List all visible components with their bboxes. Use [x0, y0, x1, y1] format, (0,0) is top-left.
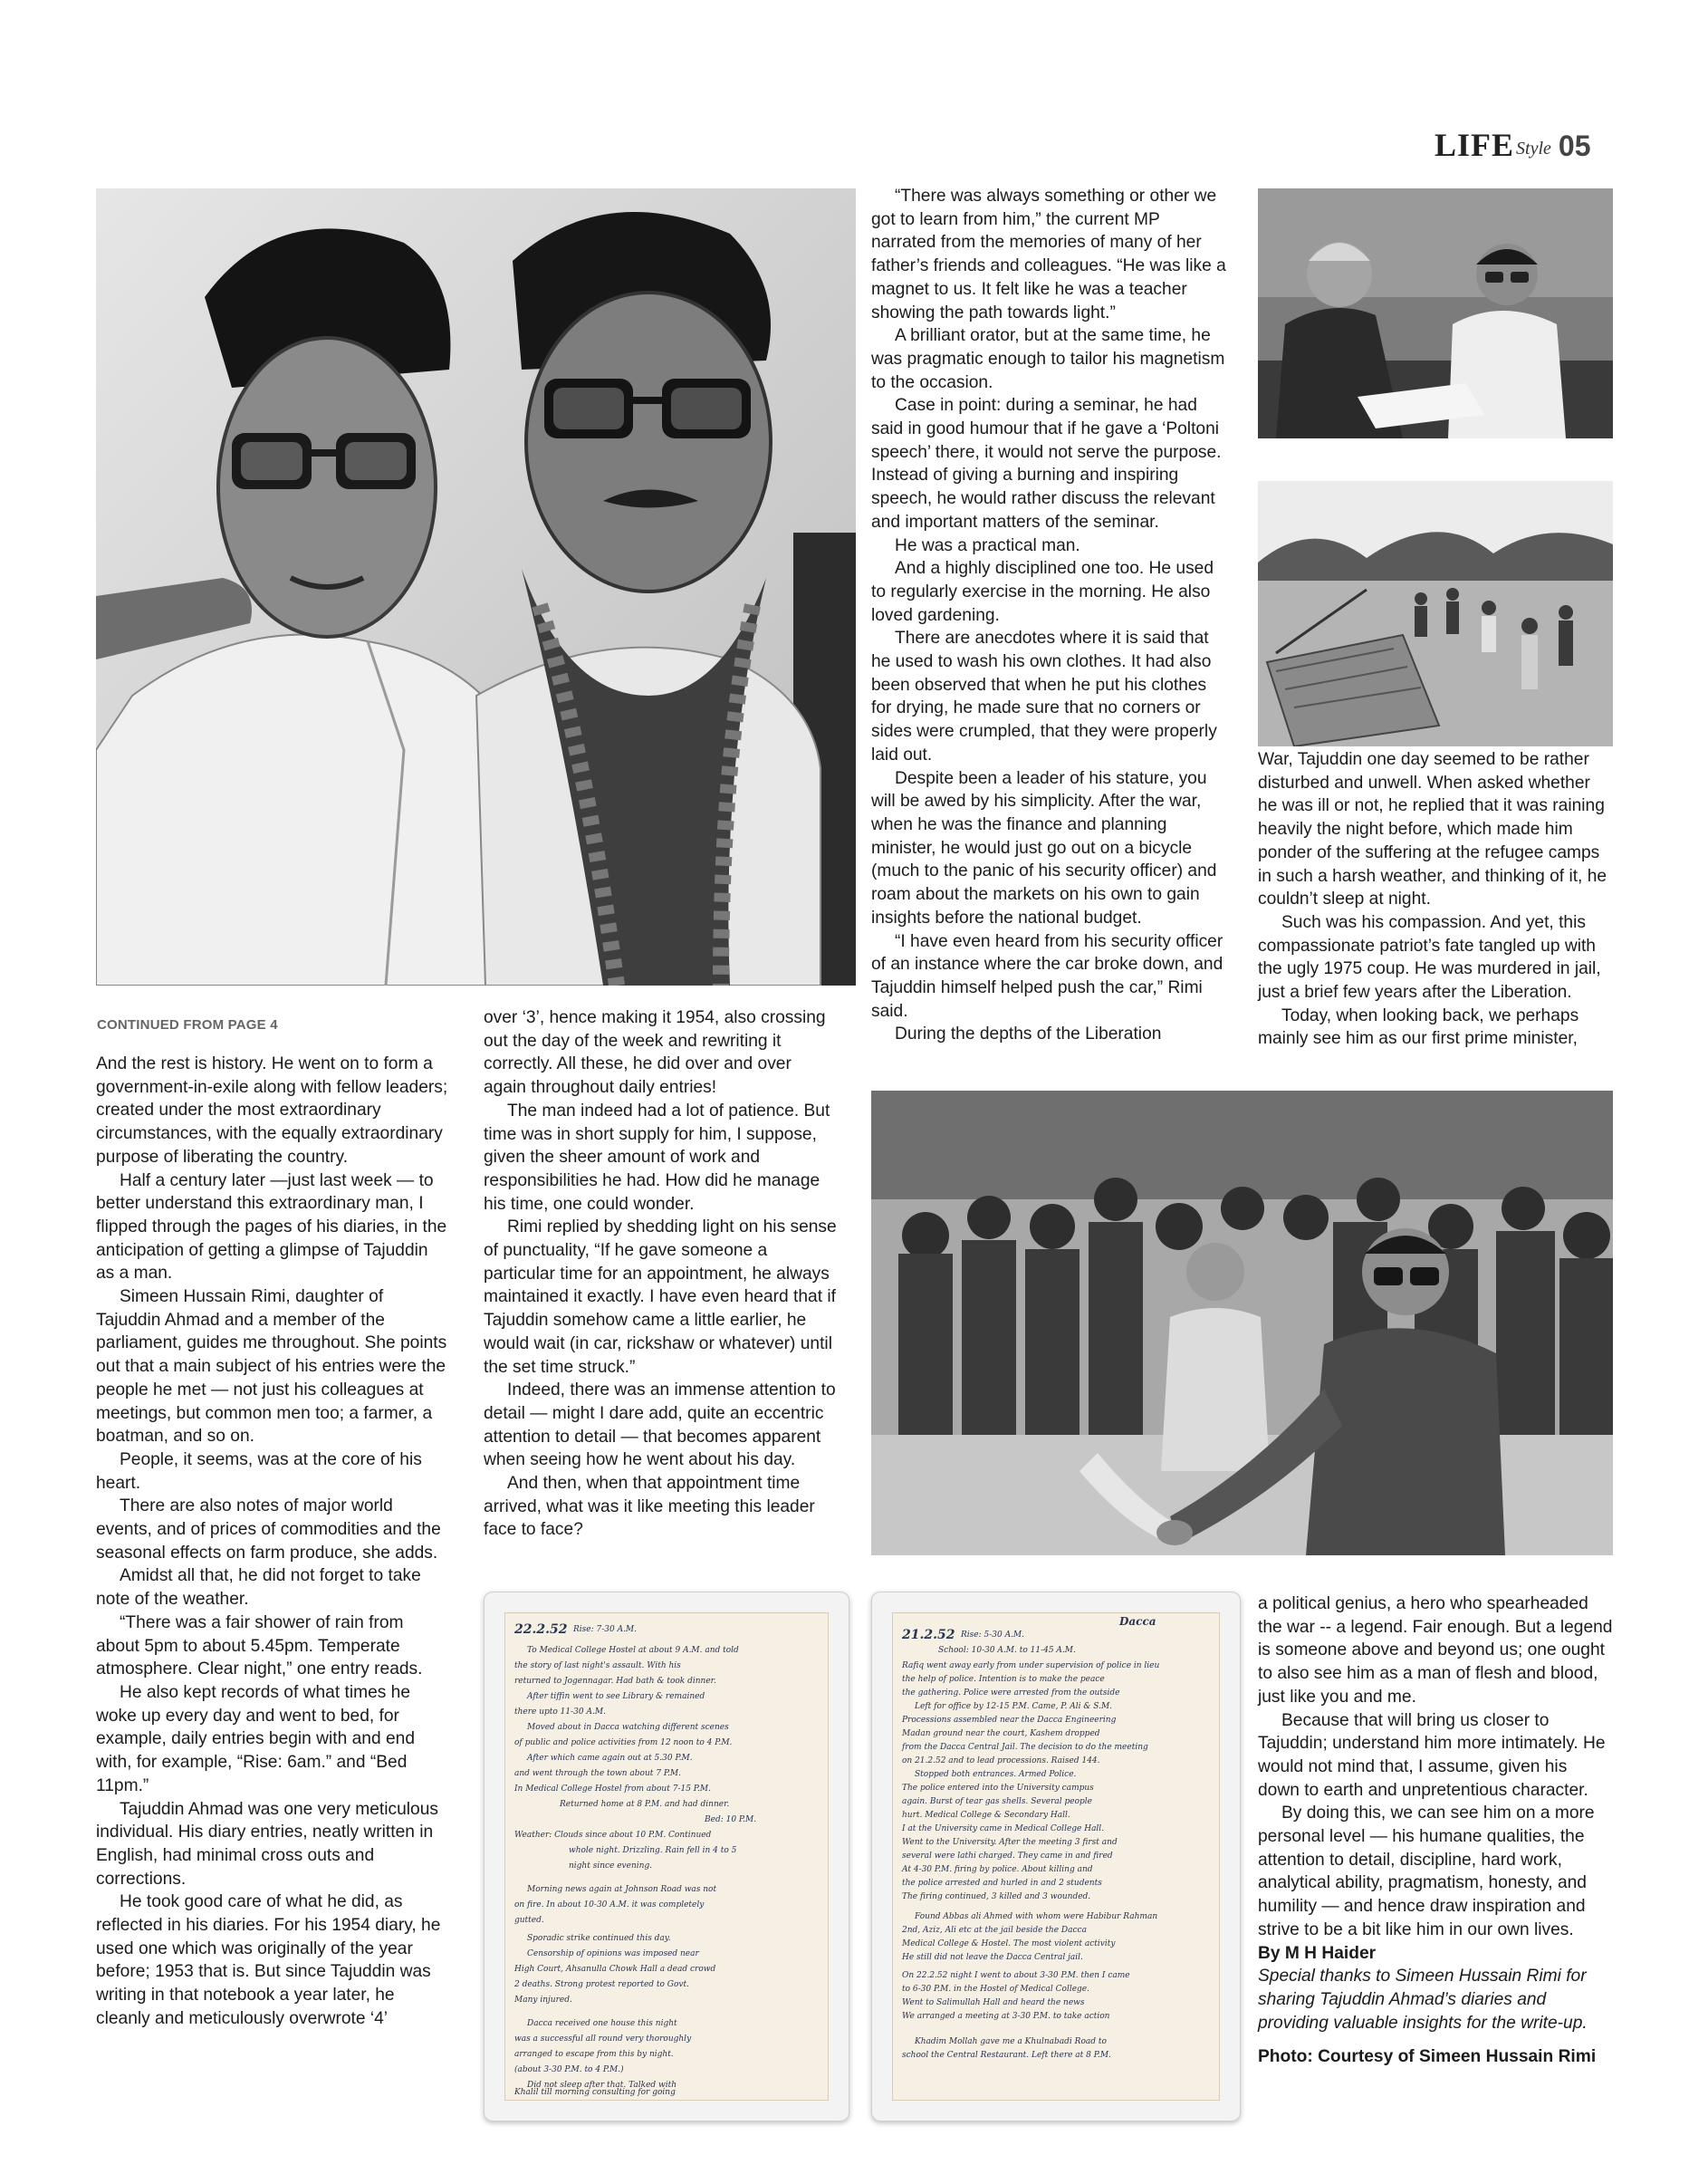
article-column-4	[1258, 748, 1613, 1051]
paragraph: War, Tajuddin one day seemed to be rather disturbed and unwell. When asked whether he was ill or not, he replied that it was raining heavily the night before, which made him ponder of the suffering at the refugee camps in such a harsh weather, and thinking of it, he couldn’t sleep at night.	[1258, 750, 1607, 909]
diary-left-line: Morning news again at Johnson Road was not	[527, 1885, 717, 1894]
diary-right-date: 21.2.52	[902, 1628, 955, 1642]
diary-right-line: Stopped both entrances. Armed Police.	[915, 1770, 1077, 1779]
paragraph: The man indeed had a lot of patience. But time was in short supply for him, I suppose, given the sheer amount of work and responsibilities he had. How did he manage his time, one could wonder.	[484, 1101, 830, 1214]
page-number: 05	[1558, 130, 1591, 162]
diary-left-line: was a successful all round very thoroughly	[514, 2035, 692, 2044]
paragraph: Today, when looking back, we perhaps mainly see him as our first prime minister,	[1258, 1005, 1579, 1049]
masthead-brand-sub: Style	[1516, 139, 1551, 159]
diary-left-line: the story of last night's assault. With his	[514, 1661, 681, 1670]
diary-right-sheet	[892, 1612, 1220, 2101]
paragraph: People, it seems, was at the core of his heart.	[96, 1449, 422, 1493]
diary-right-line: School: 10-30 A.M. to 11-45 A.M.	[938, 1646, 1076, 1655]
masthead	[1435, 121, 1591, 161]
diary-right-line: At 4-30 P.M. firing by police. About killing and	[902, 1865, 1093, 1874]
crowd-photo-illustration	[871, 1091, 1613, 1555]
diary-right-line: the gathering. Police were arrested from the outside	[902, 1688, 1120, 1698]
paragraph: And a highly disciplined one too. He used to regularly exercise in the morning. He also loved gardening.	[871, 559, 1214, 625]
diary-left-line: Sporadic strike continued this day.	[527, 1934, 671, 1943]
paragraph: “There was always something or other we got to learn from him,” the current MP narrated from the memories of many of her father’s friends and colleagues. “He was like a magnet to us. It felt like he was a teacher showing the path towards light.”	[871, 187, 1226, 322]
diary-left-line: Dacca received one house this night	[527, 2019, 677, 2028]
continued-kicker: CONTINUED FROM PAGE 4	[97, 1017, 278, 1033]
diary-right-line: on 21.2.52 and to lead processions. Raised 144.	[902, 1756, 1100, 1765]
diary-page-right	[871, 1592, 1241, 2121]
paragraph: Indeed, there was an immense attention to detail — might I dare add, quite an eccentric attention to detail — that becomes apparent when seeing how he went about his day.	[484, 1380, 836, 1470]
diary-right-line: several were lathi charged. They came in and fired	[902, 1852, 1113, 1861]
diary-left-line: gutted.	[514, 1916, 544, 1925]
diary-right-line: I at the University came in Medical College Hall.	[902, 1824, 1105, 1833]
paragraph: over ‘3’, hence making it 1954, also crossing out the day of the week and rewriting it correctly. All these, he did over and over again throughout daily entries!	[484, 1008, 826, 1098]
diary-right-line: school the Central Restaurant. Left there at 8 P.M.	[902, 2051, 1111, 2060]
paragraph: “I have even heard from his security officer of an instance where the car broke down, and Tajuddin himself helped push the car,” Rimi said.	[871, 931, 1223, 1021]
meeting-photo-illustration	[1258, 188, 1613, 438]
diary-left-line: arranged to escape from this by night.	[514, 2050, 674, 2059]
paragraph: There are also notes of major world events, and of prices of commodities and the seasonal effects on farm produce, she adds.	[96, 1496, 441, 1563]
boats-photo-illustration	[1258, 481, 1613, 746]
diary-right-line: He still did not leave the Dacca Central jail.	[902, 1953, 1083, 1962]
paragraph: A brilliant orator, but at the same time, he was pragmatic enough to tailor his magnetism to the occasion.	[871, 326, 1225, 392]
diary-left-line: of public and police activities from 12 noon to 4 P.M.	[514, 1738, 733, 1747]
diary-right-line: the help of police. Intention is to make the peace	[902, 1675, 1105, 1684]
paragraph: Because that will bring us closer to Tajuddin; understand him more intimately. He would not mind that, I assume, given his down to earth and unpretentious character.	[1258, 1710, 1606, 1800]
diary-left-sheet	[504, 1612, 829, 2101]
diary-page-left	[484, 1592, 849, 2121]
acknowledgement	[1258, 1965, 1613, 2035]
diary-left-line: whole night. Drizzling. Rain fell in 4 to 5	[569, 1846, 737, 1855]
article-column-1	[96, 1053, 451, 2031]
masthead-brand: LIFE	[1435, 127, 1515, 163]
diary-right-line: The police entered into the University campus	[902, 1784, 1094, 1793]
byline: By M H Haider	[1258, 1943, 1377, 1963]
diary-left-line: there upto 11-30 A.M.	[514, 1707, 606, 1717]
diary-right-line: Found Abbas ali Ahmed with whom were Habibur Rahman	[915, 1912, 1158, 1921]
paragraph: And the rest is history. He went on to form a government-in-exile along with fellow leaders; created under the most extraordinary circumstances, with the equally extraordinary purpose of liberating the country.	[96, 1054, 448, 1167]
photo-crowd-handshake	[871, 1091, 1613, 1555]
diary-right-line: Khadim Mollah gave me a Khulnabadi Road to	[915, 2037, 1107, 2046]
diary-left-line: Did not sleep after that. Talked with	[527, 2081, 677, 2090]
paragraph: He also kept records of what times he woke up every day and went to bed, for example, daily entries begin with and end with, for example, “Rise: 6am.” and “Bed 11pm.”	[96, 1682, 415, 1795]
diary-left-date: 22.2.52	[514, 1622, 568, 1637]
paragraph: Case in point: during a seminar, he had said in good humour that if he gave a ‘Poltoni speech’ there, it would not serve the purpose. Instead of giving a burning and inspiring speech, he would rather discuss the relevant and important matters of the seminar.	[871, 396, 1222, 532]
diary-right-line: Processions assembled near the Dacca Engineering	[902, 1716, 1117, 1725]
main-photo-two-leaders	[96, 188, 856, 986]
article-column-5	[1258, 1592, 1613, 2069]
diary-right-line: Rise: 5-30 A.M.	[961, 1630, 1025, 1640]
diary-left-line: Rise: 7-30 A.M.	[573, 1625, 638, 1634]
diary-left-line: High Court, Ahsanulla Chowk Hall a dead crowd	[514, 1965, 716, 1974]
diary-left-line: Returned home at 8 P.M. and had dinner.	[560, 1800, 730, 1809]
photo-credit: Photo: Courtesy of Simeen Hussain Rimi	[1258, 2047, 1597, 2067]
diary-right-line: Went to the University. After the meeting 3 first and	[902, 1838, 1118, 1847]
paragraph: By doing this, we can see him on a more personal level — his humane qualities, the attention to detail, discipline, hard work, analytical ability, pragmatism, honesty, and humility — and hence draw inspiration and strive to be a bit like him in our own lives.	[1258, 1804, 1595, 1939]
diary-left-line: Many injured.	[514, 1996, 572, 2005]
diary-right-line: Rafiq went away early from under supervision of police in lieu	[902, 1661, 1160, 1670]
diary-left-line: night since evening.	[569, 1861, 653, 1871]
article-column-2	[484, 1006, 839, 1542]
diary-right-line: from the Dacca Central Jail. The decision to do the meeting	[902, 1743, 1148, 1752]
paragraph: Despite been a leader of his stature, you will be awed by his simplicity. After the war, when he was the finance and planning minister, he would just go out on a bicycle (much to the panic of his security officer) and roam about the markets on his own to gain insights before the national budget.	[871, 768, 1217, 928]
diary-left-line: To Medical College Hostel at about 9 A.M. and told	[527, 1646, 739, 1655]
diary-left-line: In Medical College Hostel from about 7-15 P.M.	[514, 1784, 711, 1794]
paragraph: Amidst all that, he did not forget to take note of the weather.	[96, 1566, 421, 1610]
diary-right-line: On 22.2.52 night I went to about 3-30 P.M. then I came	[902, 1971, 1130, 1980]
paragraph: “There was a fair shower of rain from about 5pm to about 5.45pm. Temperate atmosphere. Clear night,” one entry reads.	[96, 1612, 423, 1679]
main-photo-illustration	[96, 188, 856, 986]
paragraph: Half a century later —just last week — to better understand this extraordinary man, I flipped through the pages of his diaries, in the anticipation of getting a glimpse of Tajuddin as a man.	[96, 1170, 447, 1284]
diary-left-line: returned to Jogennagar. Had bath & took dinner.	[514, 1677, 716, 1686]
photo-meeting-seated	[1258, 188, 1613, 438]
diary-left-line: After which came again out at 5.30 P.M.	[527, 1754, 693, 1763]
diary-right-line: Medical College & Hostel. The most violent activity	[902, 1939, 1116, 1948]
diary-left-line: 2 deaths. Strong protest reported to Govt.	[514, 1980, 689, 1989]
diary-right-line: Went to Salimullah Hall and heard the news	[902, 1998, 1085, 2007]
diary-right-line: The firing continued, 3 killed and 3 wounded.	[902, 1892, 1091, 1901]
paragraph: Tajuddin Ahmad was one very meticulous individual. His diary entries, neatly written in English, had minimal cross outs and corrections.	[96, 1799, 438, 1889]
paragraph: a political genius, a hero who spearheaded the war -- a legend. Fair enough. But a legend is someone above and beyond us; one ought to also see him as a man of flesh and blood, just like you and me.	[1258, 1594, 1613, 1707]
diary-left-line: Censorship of opinions was imposed near	[527, 1949, 699, 1958]
diary-left-line: After tiffin went to see Library & remained	[527, 1692, 705, 1701]
diary-left-line: (about 3-30 P.M. to 4 P.M.)	[514, 2065, 624, 2074]
diary-left-line: on fire. In about 10-30 A.M. it was completely	[514, 1900, 705, 1909]
paragraph: There are anecdotes where it is said that he used to wash his own clothes. It had also been observed that when he put his clothes for drying, he made sure that no corners or sides were crumpled, that they were properly laid out.	[871, 629, 1217, 765]
diary-left-line: Khalil till morning consulting for going	[514, 2088, 676, 2097]
diary-right-line: the police arrested and hurled in and 2 students	[902, 1879, 1102, 1888]
diary-left-line: Weather: Clouds since about 10 P.M. Continued	[514, 1831, 712, 1840]
diary-left-line: and went through the town about 7 P.M.	[514, 1769, 682, 1778]
paragraph: Simeen Hussain Rimi, daughter of Tajuddin Ahmad and a member of the parliament, guides me throughout. She points out that a main subject of his entries were the people he met — not just his colleagues at meetings, but common men too; a farmer, a boatman, and so on.	[96, 1287, 447, 1447]
diary-right-place: Dacca	[1119, 1615, 1156, 1628]
diary-left-line: Bed: 10 P.M.	[705, 1815, 757, 1824]
diary-right-line: Left for office by 12-15 P.M. Came, P. Ali & S.M.	[915, 1702, 1113, 1711]
paragraph: And then, when that appointment time arrived, what was it like meeting this leader face to face?	[484, 1474, 815, 1540]
diary-left-line: Moved about in Dacca watching different scenes	[527, 1723, 729, 1732]
diary-right-line: again. Burst of tear gas shells. Several people	[902, 1797, 1093, 1806]
diary-right-line: We arranged a meeting at 3-30 P.M. to take action	[902, 2012, 1110, 2021]
photo-boats-riverbank	[1258, 481, 1613, 746]
paragraph: Such was his compassion. And yet, this compassionate patriot’s fate tangled up with the ugly 1975 coup. He was murdered in jail, just a brief few years after the Liberation.	[1258, 912, 1601, 1003]
paragraph: He was a practical man.	[895, 535, 1080, 555]
article-column-3	[871, 185, 1226, 1046]
paragraph: During the depths of the Liberation	[895, 1024, 1162, 1044]
paragraph: Rimi replied by shedding light on his sense of punctuality, “If he gave someone a particular time for an appointment, he always maintained it exactly. I have even heard that if Tajuddin somehow came a little earlier, he would wait (in car, rickshaw or whatever) until the set time struck.”	[484, 1217, 837, 1377]
diary-right-line: Madan ground near the court, Kashem dropped	[902, 1729, 1100, 1738]
diary-right-line: 2nd, Aziz, Ali etc at the jail beside the Dacca	[902, 1926, 1087, 1935]
diary-right-line: to 6-30 P.M. in the Hostel of Medical College.	[902, 1985, 1089, 1994]
paragraph: He took good care of what he did, as reflected in his diaries. For his 1954 diary, he used one which was originally of the year before; 1953 that is. But since Tajuddin was writing in that notebook a year later, he cleanly and meticulously overwrote ‘4’	[96, 1892, 441, 2028]
diary-right-line: hurt. Medical College & Secondary Hall.	[902, 1811, 1070, 1820]
acknowledgement-text: Special thanks to Simeen Hussain Rimi for sharing Tajuddin Ahmad’s diaries and providing valuable insights for the write-up.	[1258, 1967, 1588, 2033]
